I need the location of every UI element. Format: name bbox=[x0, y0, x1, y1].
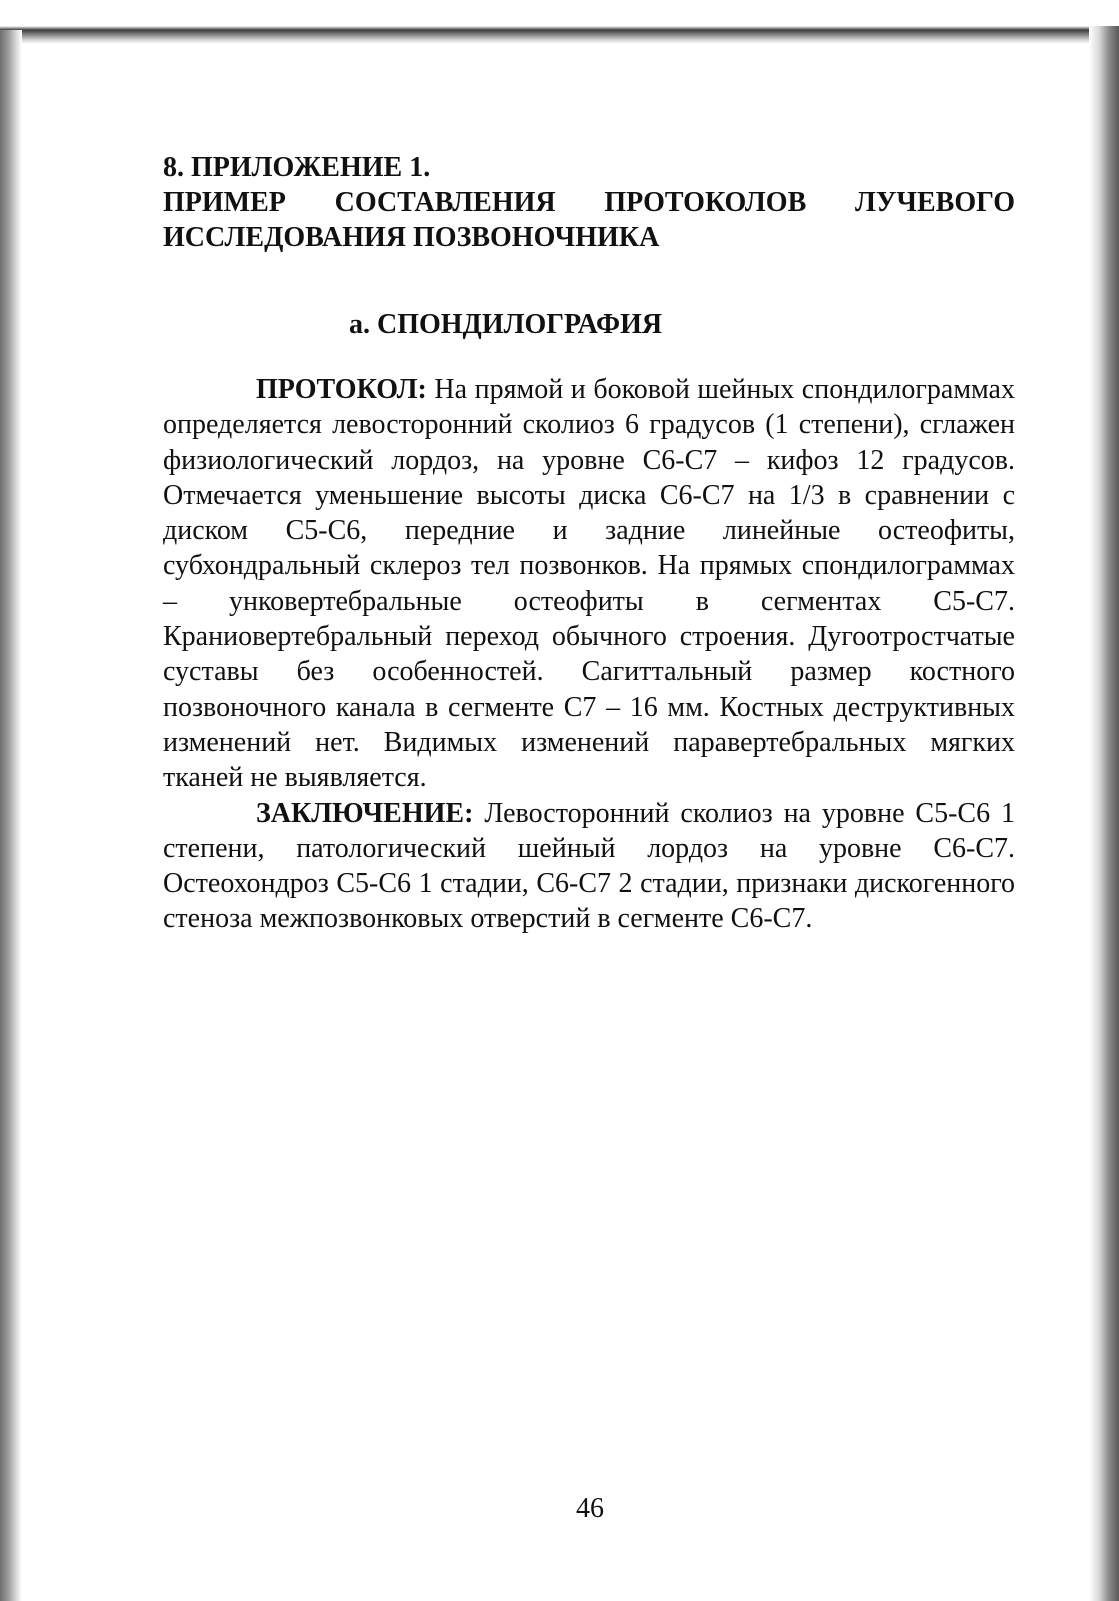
conclusion-label: ЗАКЛЮЧЕНИЕ: bbox=[256, 797, 474, 829]
scan-left-edge bbox=[0, 30, 22, 1601]
conclusion-paragraph bbox=[163, 796, 1015, 937]
page-content bbox=[163, 150, 1015, 937]
section-title: a. СПОНДИЛОГРАФИЯ bbox=[349, 309, 663, 340]
heading-line-1: 8. ПРИЛОЖЕНИЕ 1. bbox=[163, 152, 431, 183]
scan-top-edge bbox=[0, 0, 1119, 44]
scan-right-edge bbox=[1089, 26, 1119, 1601]
appendix-heading bbox=[163, 150, 1015, 255]
heading-line-2: ПРИМЕР СОСТАВЛЕНИЯ ПРОТОКОЛОВ ЛУЧЕВОГО bbox=[163, 187, 1015, 218]
protocol-paragraph bbox=[163, 372, 1015, 796]
conclusion-text: Левосторонний сколиоз на уровне С5-С6 1 степени, патологический шейный лордоз на уровне С6-С7. Остеохондроз С5-С6 1 стадии, С6-С7 2 стадии, признаки дискогенного стеноза межпозвонковых отверстий в сегменте С6-С7. bbox=[163, 797, 1015, 935]
protocol-label: ПРОТОКОЛ: bbox=[256, 374, 427, 405]
page-number: 46 bbox=[576, 1493, 604, 1524]
heading-line-3: ИССЛЕДОВАНИЯ ПОЗВОНОЧНИКА bbox=[163, 222, 660, 253]
protocol-text: На прямой и боковой шейных спондилограммах определяется левосторонний сколиоз 6 градусов (1 степени), сглажен физиологический лордоз, на уровне С6-С7 – кифоз 12 градусов. Отмечается уменьшение высоты диска С6-С7 на 1/3 в сравнении с диском С5-С6, передние и задние линейные остеофиты, субхондральный склероз тел позвонков. На прямых спондилограммах – унковертебральные остеофиты в сегментах С5-С7. Краниовертебральный переход обычного строения. Дугоотростчатые суставы без особенностей. Сагиттальный размер костного позвоночного канала в сегменте С7 – 16 мм. Костных деструктивных изменений нет. Видимых изменений паравертебральных мягких тканей не выявляется. bbox=[163, 374, 1015, 794]
